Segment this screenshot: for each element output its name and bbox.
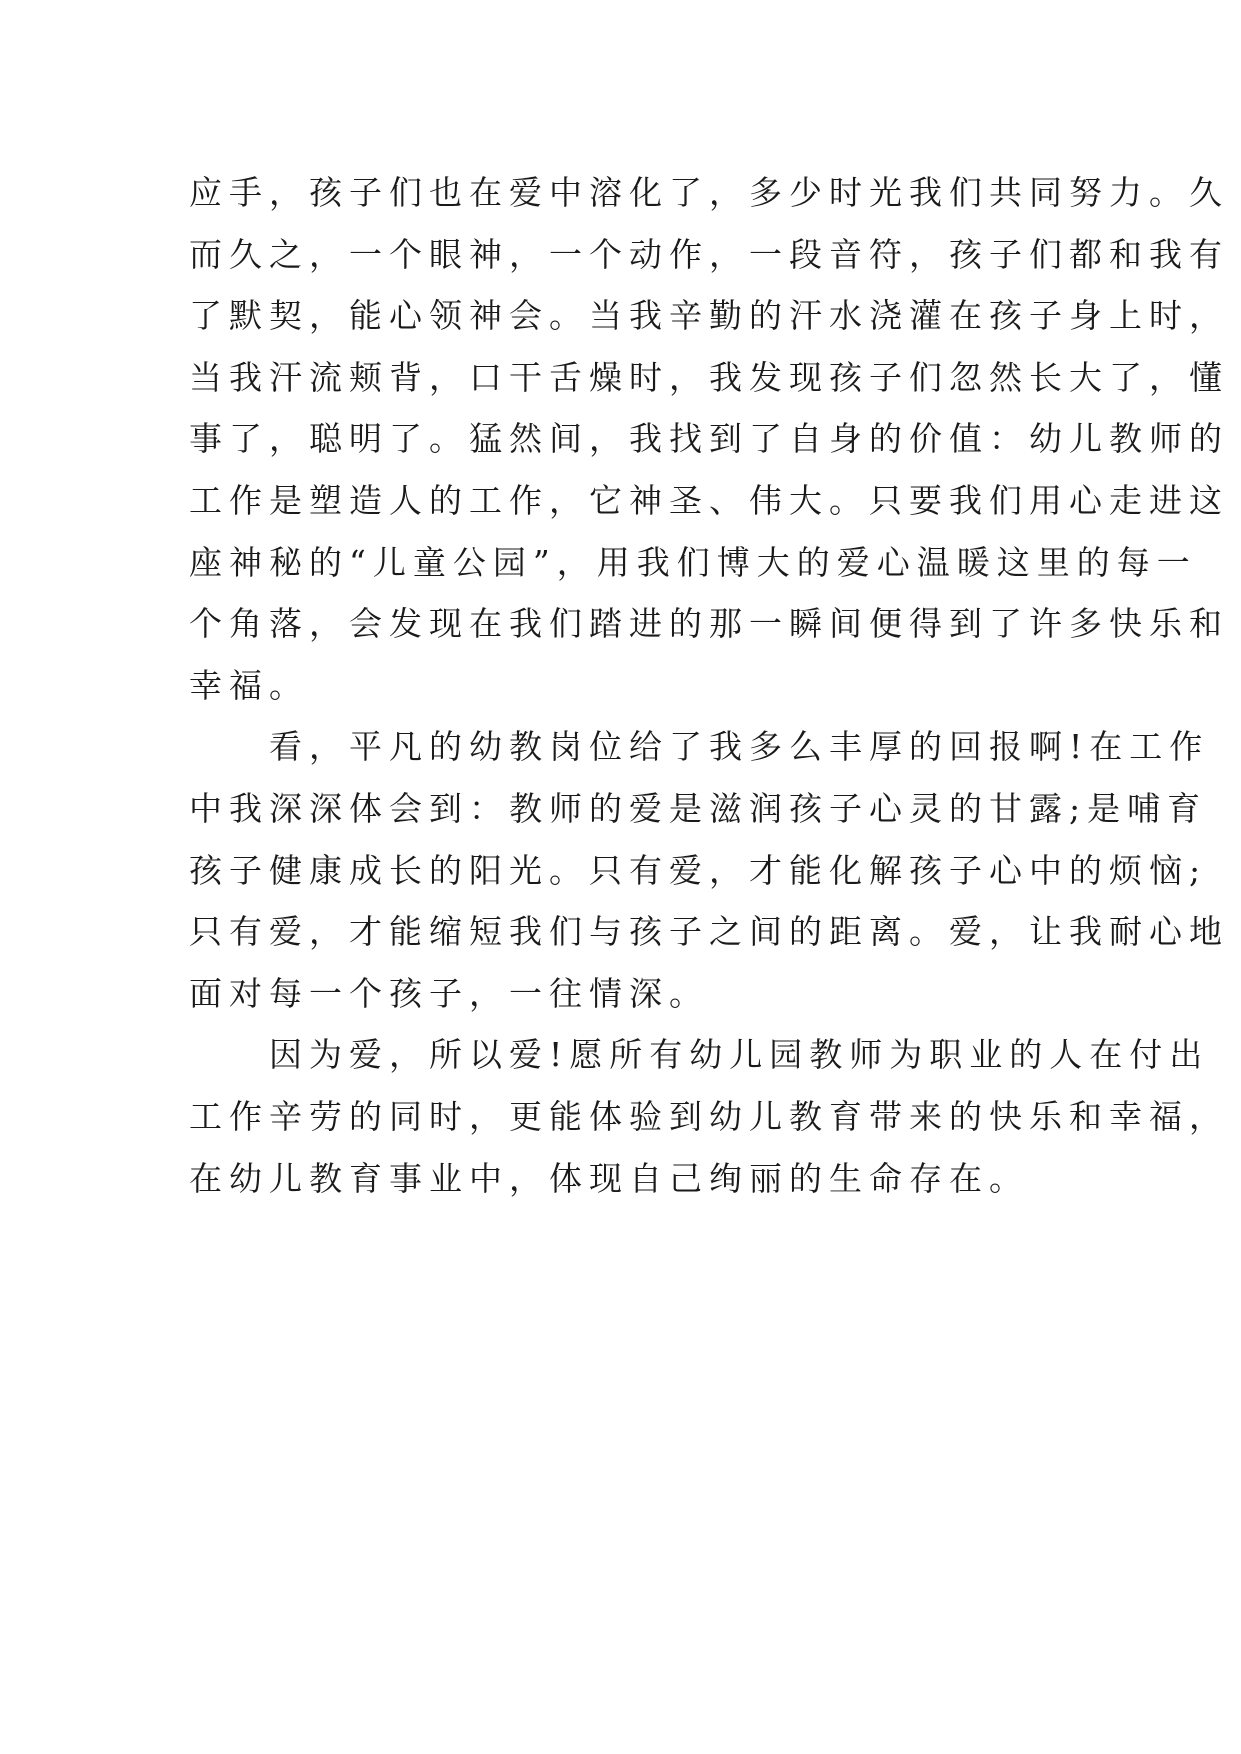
text-line: 座神秘的“儿童公园”，用我们博大的爱心温暖这里的每一 [189, 542, 1197, 582]
text-line: 孩子健康成长的阳光。只有爱，才能化解孩子心中的烦恼; [189, 850, 1208, 890]
text-line: 工作辛劳的同时，更能体验到幼儿教育带来的快乐和幸福， [189, 1096, 1229, 1136]
text-line: 工作是塑造人的工作，它神圣、伟大。只要我们用心走进这 [189, 480, 1229, 520]
text-line: 面对每一个孩子，一往情深。 [189, 973, 709, 1013]
text-line: 幸福。 [189, 665, 309, 705]
text-line: 只有爱，才能缩短我们与孩子之间的距离。爱，让我耐心地 [189, 912, 1229, 952]
text-line: 事了，聪明了。猛然间，我找到了自身的价值：幼儿教师的 [189, 419, 1229, 459]
text-line: 应手，孩子们也在爱中溶化了，多少时光我们共同努力。久 [189, 173, 1229, 212]
text-line: 而久之，一个眼神，一个动作，一段音符，孩子们都和我有 [189, 234, 1229, 274]
text-line: 在幼儿教育事业中，体现自己绚丽的生命存在。 [189, 1158, 1029, 1198]
text-line: 了默契，能心领神会。当我辛勤的汗水浇灌在孩子身上时， [189, 296, 1229, 336]
text-line: 因为爱，所以爱!愿所有幼儿园教师为职业的人在付出 [189, 1035, 1210, 1075]
text-line: 个角落，会发现在我们踏进的那一瞬间便得到了许多快乐和 [189, 604, 1229, 644]
text-line: 中我深深体会到：教师的爱是滋润孩子心灵的甘露;是哺育 [189, 788, 1208, 828]
text-line: 当我汗流颊背，口干舌燥时，我发现孩子们忽然长大了，懂 [189, 357, 1229, 397]
text-line: 看，平凡的幼教岗位给了我多么丰厚的回报啊!在工作 [189, 727, 1210, 767]
document-body [189, 162, 1229, 1209]
